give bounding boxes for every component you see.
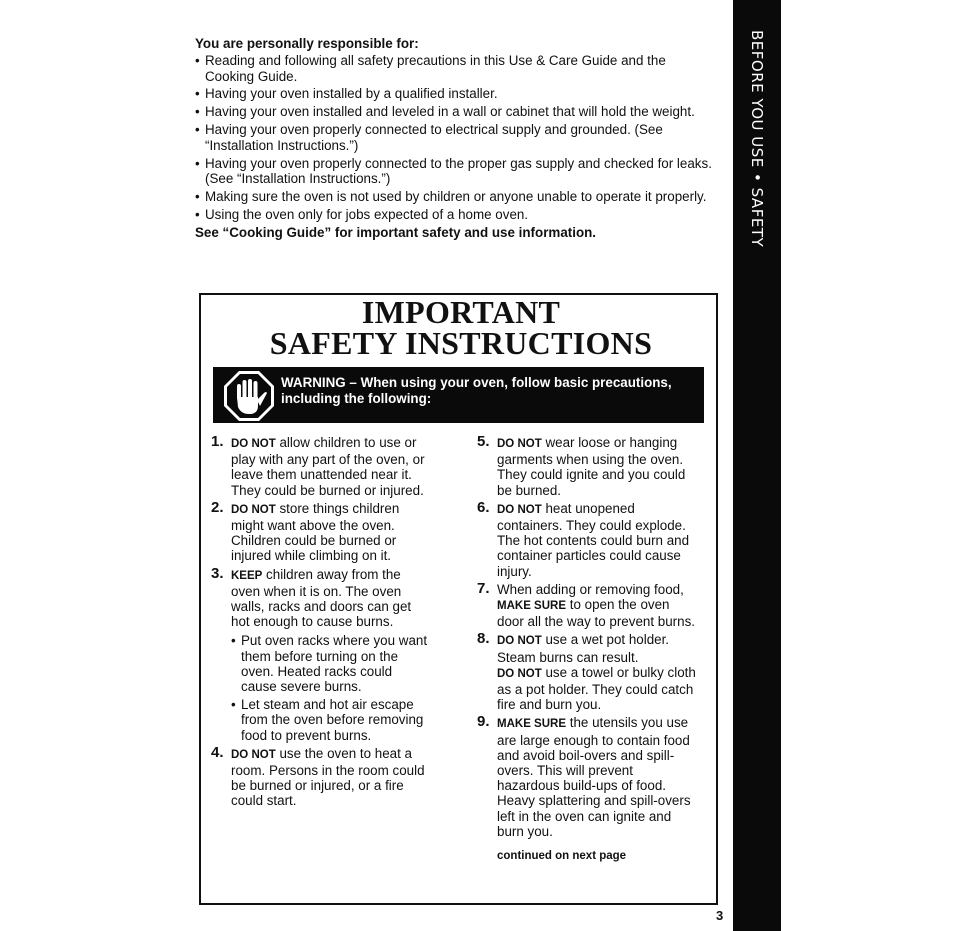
responsibilities-section — [195, 36, 715, 241]
responsibilities-heading: You are personally responsible for: — [195, 36, 419, 51]
warning-banner — [213, 367, 704, 423]
item-keyword: DO NOT — [231, 748, 276, 761]
item-keyword: DO NOT — [497, 635, 542, 648]
item-keyword: DO NOT — [231, 438, 276, 450]
item-keyword: MAKE SURE — [497, 718, 567, 731]
item-number: 5. — [477, 433, 490, 450]
item-number: 2. — [211, 498, 224, 516]
item-text: to open the oven door all the way to prevent burns. — [497, 597, 695, 630]
instruction-item-3 — [211, 564, 431, 743]
instruction-item-2 — [211, 498, 431, 564]
item-keyword: MAKE SURE — [497, 600, 567, 613]
cooking-guide-note: See “Cooking Guide” for important safety and use information. — [195, 224, 597, 240]
item-number: 7. — [477, 579, 490, 597]
item-text: store things children might want above the oven. Children could be burned or injured while climbing on it. — [231, 500, 400, 564]
list-item: • Using the oven only for jobs expected of a home oven. — [195, 207, 715, 223]
instructions-left-column — [211, 435, 431, 812]
item-number: 1. — [211, 433, 224, 450]
sub-list-item: • Let steam and hot air escape from the oven before removing food to prevent burns. — [231, 697, 431, 743]
instruction-item-5 — [477, 435, 697, 498]
item-text: heat unopened containers. They could explode. The hot contents could burn and container particles could cause injury. — [497, 500, 690, 579]
item-number: 3. — [211, 564, 224, 582]
item-keyword: DO NOT — [497, 667, 542, 680]
item-number: 9. — [477, 713, 490, 731]
instruction-item-7 — [477, 579, 697, 630]
item-keyword: KEEP — [231, 569, 263, 582]
page-number: 3 — [716, 908, 724, 923]
list-item: • Reading and following all safety precautions in this Use & Care Guide and the Cooking Guide. — [195, 53, 715, 85]
item-text: use a wet pot holder. Steam burns can result. — [497, 632, 670, 665]
title-line-1: IMPORTANT — [361, 294, 561, 330]
instruction-item-1 — [211, 435, 431, 498]
instructions-right-column — [477, 435, 697, 864]
list-item: • Making sure the oven is not used by children or anyone unable to operate it properly. — [195, 189, 715, 205]
instruction-item-4 — [211, 743, 431, 809]
item-text: use a towel or bulky cloth as a pot holder. They could catch fire and burn you. — [497, 664, 696, 713]
item-text: the utensils you use are large enough to contain food and avoid boil-overs and spill-overs. This will prevent hazardous build-ups of food. Heavy splattering and spill-overs left in the oven can ignite and burn you. — [497, 715, 691, 839]
sub-list — [231, 633, 431, 742]
list-item: • Having your oven installed and leveled in a wall or cabinet that will hold the weight. — [195, 104, 715, 120]
item-text: wear loose or hanging garments when using the oven. They could ignite and you could be burned. — [497, 435, 686, 498]
instruction-item-9 — [477, 715, 697, 839]
list-item: • Having your oven properly connected to the proper gas supply and checked for leaks. (See “Installation Instructions.”) — [195, 156, 715, 188]
item-text: use the oven to heat a room. Persons in the room could be burned or injured, or a fire could start. — [231, 745, 425, 809]
sub-list-item: • Put oven racks where you want them before turning on the oven. Heated racks could cause severe burns. — [231, 633, 431, 694]
safety-title — [261, 294, 661, 361]
list-item: • Having your oven properly connected to electrical supply and grounded. (See “Installation Instructions.”) — [195, 122, 715, 154]
item-number: 6. — [477, 498, 490, 516]
item-text: allow children to use or play with any part of the oven, or leave them unattended near it. They could be burned or injured. — [231, 435, 425, 498]
item-number: 8. — [477, 630, 490, 648]
title-line-2: SAFETY INSTRUCTIONS — [269, 325, 653, 361]
warning-text: WARNING – When using your oven, follow basic precautions, including the following: — [281, 375, 672, 406]
side-tab-label: BEFORE YOU USE • SAFETY — [748, 30, 766, 248]
instruction-item-6 — [477, 498, 697, 579]
item-keyword: DO NOT — [231, 503, 276, 516]
item-pretext: When adding or removing food, — [497, 581, 684, 597]
continued-note: continued on next page — [497, 850, 627, 863]
stop-hand-icon — [223, 370, 275, 422]
item-keyword: DO NOT — [497, 503, 542, 516]
item-keyword: DO NOT — [497, 438, 542, 450]
item-text: children away from the oven when it is on. The oven walls, racks and doors can get hot enough to cause burns. — [231, 566, 412, 630]
list-item: • Having your oven installed by a qualified installer. — [195, 86, 715, 102]
item-number: 4. — [211, 743, 224, 761]
responsibilities-list — [195, 53, 715, 223]
safety-instructions-box — [199, 293, 718, 905]
instruction-item-8 — [477, 632, 697, 712]
